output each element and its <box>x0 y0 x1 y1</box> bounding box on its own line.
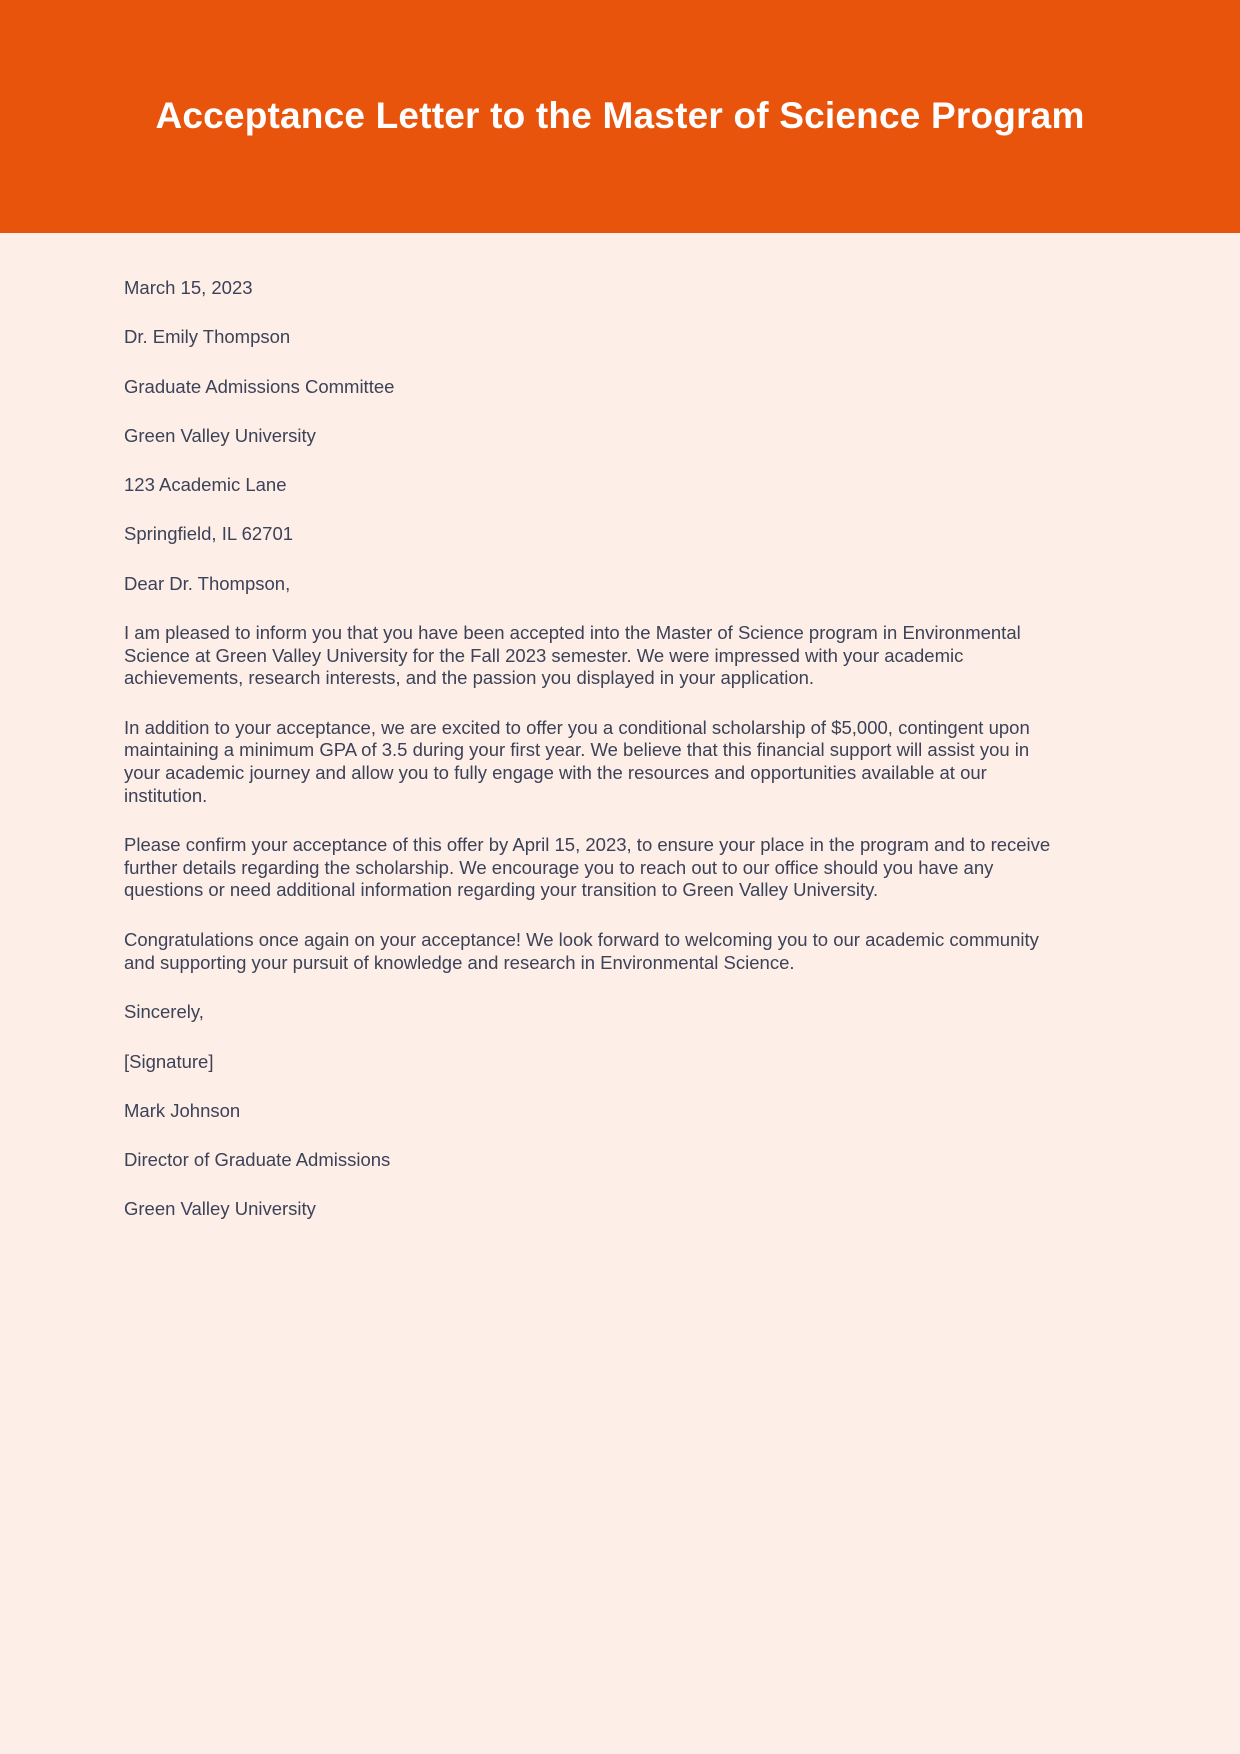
sender-institution: Green Valley University <box>124 1198 316 1220</box>
body-paragraph-acceptance: I am pleased to inform you that you have been accepted into the Master of Science program in Environmental Science at Green Valley University for the Fall 2023 semester. We were impressed with your academic achievements, research interests, and the passion you displayed in your application. <box>124 622 1021 689</box>
recipient-institution: Green Valley University <box>124 424 316 446</box>
closing-salutation: Sincerely, <box>124 1001 204 1023</box>
signature-placeholder: [Signature] <box>124 1050 214 1072</box>
sender-title: Director of Graduate Admissions <box>124 1149 391 1171</box>
body-paragraph-congratulations: Congratulations once again on your acceptance! We look forward to welcoming you to our academic community and supporting your pursuit of knowledge and research in Environmental Science. <box>124 929 1039 973</box>
recipient-department: Graduate Admissions Committee <box>124 375 395 397</box>
header-banner <box>0 0 1240 233</box>
page-title: Acceptance Letter to the Master of Science Program <box>155 95 1085 137</box>
letter-content <box>0 233 1240 1220</box>
letter-date: March 15, 2023 <box>124 277 253 298</box>
body-paragraph-scholarship: In addition to your acceptance, we are excited to offer you a conditional scholarship of $5,000, contingent upon maintaining a minimum GPA of 3.5 during your first year. We believe that this financial support will assist you in your academic journey and allow you to fully engage with the resources and opportunities available at our institution. <box>124 716 1030 806</box>
body-paragraph-confirmation: Please confirm your acceptance of this offer by April 15, 2023, to ensure your place in the program and to receive further details regarding the scholarship. We encourage you to reach out to our office should you have any questions or need additional information regarding your transition to Green Valley University. <box>124 834 1051 901</box>
sender-name: Mark Johnson <box>124 1099 241 1121</box>
recipient-street-address: 123 Academic Lane <box>124 474 287 496</box>
recipient-city-state-zip: Springfield, IL 62701 <box>124 523 294 545</box>
recipient-name: Dr. Emily Thompson <box>124 326 291 348</box>
salutation: Dear Dr. Thompson, <box>124 572 291 594</box>
